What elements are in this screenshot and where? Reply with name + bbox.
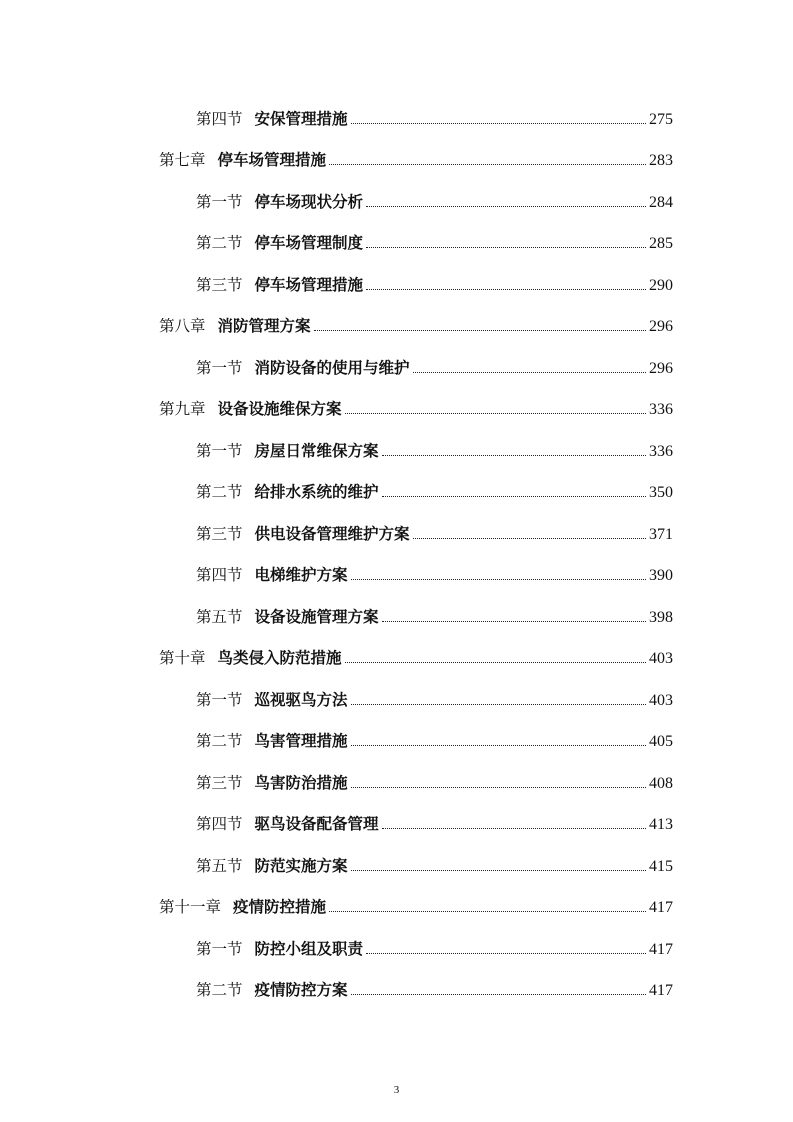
toc-entry-title: 防范实施方案	[254, 855, 348, 875]
toc-entry-page: 336	[649, 442, 673, 460]
toc-entry-page: 350	[649, 484, 673, 502]
dot-leader	[351, 869, 646, 871]
toc-entry-line	[196, 273, 673, 295]
toc-entry-title: 给排水系统的维护	[254, 482, 379, 502]
toc-section-entry	[0, 263, 793, 305]
toc-entry-line	[196, 937, 673, 959]
toc-entry-title: 停车场现状分析	[254, 191, 364, 211]
toc-entry-line	[196, 854, 673, 876]
toc-section-entry	[0, 678, 793, 720]
toc-entry-label: 第一节	[196, 192, 243, 211]
dot-leader	[382, 827, 646, 829]
toc-entry-title: 设备设施管理方案	[254, 606, 379, 626]
toc-entry-label: 第三节	[196, 773, 243, 792]
toc-section-entry	[0, 803, 793, 845]
dot-leader	[351, 122, 646, 124]
toc-entry-line	[196, 771, 673, 793]
toc-entry-title: 防控小组及职责	[254, 938, 364, 958]
toc-entry-page: 284	[649, 193, 673, 211]
toc-entry-title: 疫情防控措施	[233, 897, 327, 917]
toc-entry-line	[196, 729, 673, 751]
toc-entry-label: 第三节	[196, 524, 243, 543]
toc-entry-title: 消防设备的使用与维护	[254, 357, 410, 377]
toc-chapter-entry	[0, 886, 793, 928]
toc-chapter-entry	[0, 139, 793, 181]
toc-entry-page: 417	[649, 982, 673, 1000]
toc-section-entry	[0, 512, 793, 554]
toc-section-entry	[0, 720, 793, 762]
dot-leader	[413, 371, 646, 373]
toc-entry-line	[159, 397, 673, 419]
toc-entry-label: 第二节	[196, 981, 243, 1000]
toc-entry-page: 408	[649, 774, 673, 792]
toc-entry-label: 第一节	[196, 939, 243, 958]
toc-section-entry	[0, 97, 793, 139]
toc-entry-label: 第二节	[196, 234, 243, 253]
toc-entry-label: 第二节	[196, 483, 243, 502]
dot-leader	[382, 495, 646, 497]
toc-entry-title: 鸟害防治措施	[254, 772, 348, 792]
toc-entry-line	[196, 605, 673, 627]
toc-entry-title: 设备设施维保方案	[217, 399, 342, 419]
toc-section-entry	[0, 471, 793, 513]
toc-entry-title: 安保管理措施	[254, 108, 348, 128]
dot-leader	[351, 786, 646, 788]
toc-entry-title: 消防管理方案	[217, 316, 311, 336]
toc-entry-line	[159, 148, 673, 170]
toc-entry-title: 疫情防控方案	[254, 980, 348, 1000]
toc-entry-line	[196, 480, 673, 502]
toc-entry-page: 290	[649, 276, 673, 294]
toc-entry-line	[196, 107, 673, 129]
toc-entry-title: 房屋日常维保方案	[254, 440, 379, 460]
toc-entry-label: 第一节	[196, 441, 243, 460]
toc-entry-line	[196, 522, 673, 544]
toc-entry-line	[196, 812, 673, 834]
toc-entry-label: 第三节	[196, 275, 243, 294]
toc-entry-page: 405	[649, 733, 673, 751]
toc-entry-page: 296	[649, 318, 673, 336]
toc-entry-line	[159, 314, 673, 336]
toc-entry-page: 398	[649, 608, 673, 626]
toc-entry-label: 第五节	[196, 856, 243, 875]
toc-section-entry	[0, 429, 793, 471]
toc-section-entry	[0, 969, 793, 1011]
dot-leader	[351, 993, 646, 995]
dot-leader	[329, 910, 646, 912]
toc-entry-title: 停车场管理措施	[254, 274, 364, 294]
toc-entry-line	[196, 439, 673, 461]
toc-entry-page: 336	[649, 401, 673, 419]
toc-entry-label: 第七章	[159, 151, 206, 170]
dot-leader	[382, 454, 646, 456]
dot-leader	[366, 246, 646, 248]
dot-leader	[413, 537, 646, 539]
toc-section-entry	[0, 346, 793, 388]
toc-entry-label: 第十章	[159, 649, 206, 668]
toc-entry-line	[159, 646, 673, 668]
toc-entry-page: 283	[649, 152, 673, 170]
page-number: 3	[393, 1084, 400, 1096]
dot-leader	[351, 703, 646, 705]
toc-section-entry	[0, 761, 793, 803]
toc-entry-title: 电梯维护方案	[254, 565, 348, 585]
dot-leader	[366, 952, 646, 954]
dot-leader	[314, 329, 646, 331]
dot-leader	[345, 661, 646, 663]
toc-section-entry	[0, 927, 793, 969]
toc-section-entry	[0, 844, 793, 886]
dot-leader	[351, 744, 646, 746]
toc-entry-page: 417	[649, 940, 673, 958]
toc-entry-line	[159, 895, 673, 917]
toc-entry-line	[196, 356, 673, 378]
toc-entry-title: 停车场管理措施	[217, 150, 327, 170]
toc-section-entry	[0, 595, 793, 637]
toc-section-entry	[0, 180, 793, 222]
toc-entry-line	[196, 978, 673, 1000]
toc-entry-page: 413	[649, 816, 673, 834]
toc-entry-label: 第四节	[196, 566, 243, 585]
toc-entry-page: 415	[649, 857, 673, 875]
toc-entry-page: 371	[649, 525, 673, 543]
toc-entry-page: 275	[649, 110, 673, 128]
toc-entry-title: 驱鸟设备配备管理	[254, 814, 379, 834]
toc-entry-title: 鸟类侵入防范措施	[217, 648, 342, 668]
toc-entry-page: 296	[649, 359, 673, 377]
toc-entry-label: 第四节	[196, 109, 243, 128]
toc-entry-title: 供电设备管理维护方案	[254, 523, 410, 543]
toc-entry-label: 第一节	[196, 690, 243, 709]
toc-entry-line	[196, 190, 673, 212]
toc-entry-line	[196, 231, 673, 253]
dot-leader	[351, 578, 646, 580]
toc-entry-label: 第八章	[159, 317, 206, 336]
toc-entry-line	[196, 688, 673, 710]
toc-entry-label: 第二节	[196, 732, 243, 751]
toc-entry-page: 285	[649, 235, 673, 253]
toc-section-entry	[0, 222, 793, 264]
dot-leader	[329, 163, 646, 165]
toc-entry-label: 第五节	[196, 607, 243, 626]
toc-entry-label: 第十一章	[159, 898, 222, 917]
toc-entry-page: 390	[649, 567, 673, 585]
table-of-contents	[0, 97, 793, 1010]
dot-leader	[366, 288, 646, 290]
toc-chapter-entry	[0, 637, 793, 679]
toc-entry-label: 第四节	[196, 815, 243, 834]
toc-entry-label: 第一节	[196, 358, 243, 377]
toc-chapter-entry	[0, 305, 793, 347]
toc-entry-title: 停车场管理制度	[254, 233, 364, 253]
toc-entry-title: 鸟害管理措施	[254, 731, 348, 751]
toc-entry-label: 第九章	[159, 400, 206, 419]
toc-section-entry	[0, 554, 793, 596]
dot-leader	[382, 620, 646, 622]
toc-entry-title: 巡视驱鸟方法	[254, 689, 348, 709]
dot-leader	[345, 412, 646, 414]
dot-leader	[366, 205, 646, 207]
toc-entry-page: 403	[649, 650, 673, 668]
toc-entry-line	[196, 563, 673, 585]
toc-chapter-entry	[0, 388, 793, 430]
toc-entry-page: 417	[649, 899, 673, 917]
toc-entry-page: 403	[649, 691, 673, 709]
